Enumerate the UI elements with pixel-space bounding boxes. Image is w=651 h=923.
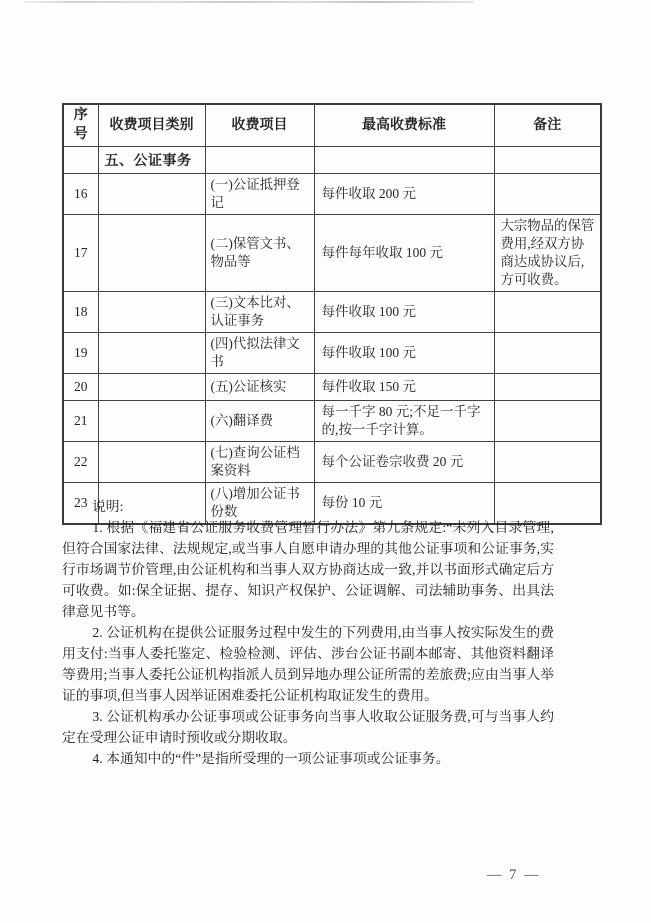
cell-category (98, 373, 205, 400)
note-paragraph-4: 4. 本通知中的“件”是指所受理的一项公证事项或公证事务。 (92, 751, 450, 766)
notes-label: 说明: (92, 499, 124, 514)
cell-item: (八)增加公证书份数 (205, 482, 314, 524)
table-row (63, 173, 601, 214)
table-row (63, 373, 601, 400)
note-paragraph-3: 3. 公证机构承办公证事项或公证事务向当事人收取公证服务费,可与当事人约定在受理公证申请时预收或分期收取。 (62, 709, 554, 745)
table-row (63, 291, 601, 332)
table-row (63, 214, 601, 291)
cell-fee: 每个公证卷宗收费 20 元 (314, 441, 494, 482)
cell-item: (三)文本比对、认证事务 (205, 291, 314, 332)
table-row (63, 400, 601, 441)
cell-category (98, 291, 205, 332)
cell-note (494, 400, 601, 441)
cell-fee: 每件收取 100 元 (314, 332, 494, 373)
note-paragraph-1: 1. 根据《福建省公证服务收费管理暂行办法》第九条规定:“未列入目录管理,但符合国家法律、法规规定,或当事人自愿申请办理的其他公证事项和公证事务,实行市场调节价管理,由公证机构和当事人双方协商达成一致,并以书面形式确定后方可收费。如:保全证据、提存、知识产权保护、公证调解、司法辅助事务、出具法律意见书等。 (62, 520, 554, 619)
cell-item: (七)查询公证档案资料 (205, 441, 314, 482)
cell-seq: 17 (63, 214, 98, 291)
scan-artifact-line (24, 1, 474, 3)
cell-seq: 18 (63, 291, 98, 332)
cell-note (494, 146, 601, 173)
cell-seq: 22 (63, 441, 98, 482)
cell-item: (六)翻译费 (205, 400, 314, 441)
cell-fee: 每件收取 200 元 (314, 173, 494, 214)
table-row (63, 441, 601, 482)
cell-fee: 每一千字 80 元;不足一千字的,按一千字计算。 (314, 400, 494, 441)
note-paragraph-2: 2. 公证机构在提供公证服务过程中发生的下列费用,由当事人按实际发生的费用支付:当事人委托鉴定、检验检测、评估、涉台公证书副本邮寄、其他资料翻译等费用;当事人委托公证机构指派人员到异地办理公证所需的差旅费;应由当事人举证的事项,但当事人因举证困难委托公证机构取证发生的费用。 (62, 625, 554, 703)
column-header-seq: 序号 (63, 104, 98, 146)
fee-table (62, 103, 602, 525)
cell-note (494, 332, 601, 373)
cell-item (205, 146, 314, 173)
section-title: 五、公证事务 (98, 146, 205, 173)
cell-note (494, 173, 601, 214)
cell-category (98, 400, 205, 441)
cell-seq: 21 (63, 400, 98, 441)
cell-seq: 19 (63, 332, 98, 373)
column-header-remark: 备注 (494, 104, 601, 146)
table-row (63, 332, 601, 373)
cell-note (494, 373, 601, 400)
cell-fee: 每件每年收取 100 元 (314, 214, 494, 291)
table-header-row (63, 104, 601, 146)
cell-item: (四)代拟法律文书 (205, 332, 314, 373)
cell-category (98, 173, 205, 214)
cell-item: (二)保管文书、物品等 (205, 214, 314, 291)
cell-note (494, 441, 601, 482)
column-header-category: 收费项目类别 (98, 104, 205, 146)
page-number: — 7 — (487, 867, 541, 883)
cell-fee: 每件收取 150 元 (314, 373, 494, 400)
column-header-item: 收费项目 (205, 104, 314, 146)
cell-fee: 每份 10 元 (314, 482, 494, 524)
cell-category (98, 441, 205, 482)
cell-note (494, 291, 601, 332)
cell-seq: 20 (63, 373, 98, 400)
cell-seq: 23 (63, 482, 98, 524)
section-row (63, 146, 601, 173)
cell-seq (63, 146, 98, 173)
cell-category (98, 214, 205, 291)
cell-item: (一)公证抵押登记 (205, 173, 314, 214)
cell-seq: 16 (63, 173, 98, 214)
cell-fee (314, 146, 494, 173)
cell-note: 大宗物品的保管费用,经双方协商达成协议后,方可收费。 (494, 214, 601, 291)
cell-fee: 每件收取 100 元 (314, 291, 494, 332)
cell-item: (五)公证核实 (205, 373, 314, 400)
cell-category (98, 332, 205, 373)
column-header-max-fee: 最高收费标准 (314, 104, 494, 146)
notes-section (62, 496, 554, 769)
